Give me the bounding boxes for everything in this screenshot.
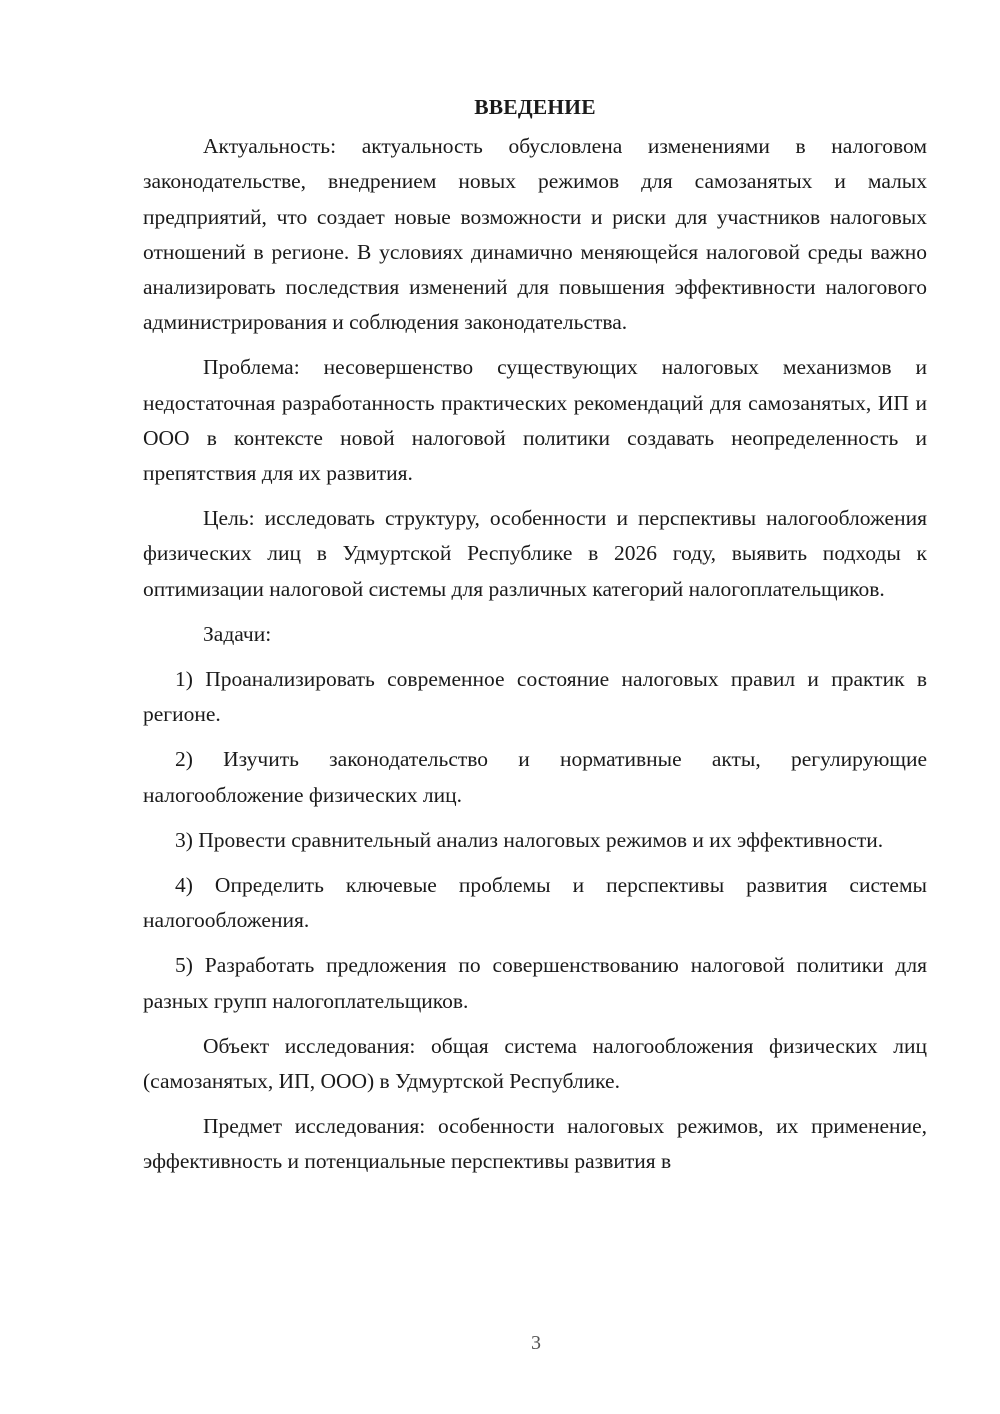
goal-paragraph: Цель: исследовать структуру, особенности и перспективы налогообложения физических лиц в Удмуртской Республике в 2026 году, выявить подходы к оптимизации налоговой системы для различных категорий налогоплательщиков. <box>143 506 927 601</box>
tasks-heading: Задачи: <box>203 621 272 646</box>
object-paragraph: Объект исследования: общая система налогообложения физических лиц (самозанятых, ИП, ООО) в Удмуртской Республике. <box>143 1033 927 1094</box>
task-item: 1) Проанализировать современное состояние налоговых правил и практик в регионе. <box>143 667 927 727</box>
task-item: 4) Определить ключевые проблемы и перспективы развития системы налогообложения. <box>143 873 927 933</box>
problem-paragraph: Проблема: несовершенство существующих налоговых механизмов и недостаточная разработанность практических рекомендаций для самозанятых, ИП и ООО в контексте новой налоговой политики создавать неопределенность и препятствия для их развития. <box>143 355 927 486</box>
page-number: 3 <box>531 1332 541 1354</box>
task-item: 5) Разработать предложения по совершенствованию налоговой политики для разных групп налогоплательщиков. <box>143 953 927 1013</box>
document-page <box>143 90 927 1190</box>
relevance-paragraph: Актуальность: актуальность обусловлена изменениями в налоговом законодательстве, внедрением новых режимов для самозанятых и малых предприятий, что создает новые возможности и риски для участников налоговых отношений в регионе. В условиях динамично меняющейся налоговой среды важно анализировать последствия изменений для повышения эффективности налогового администрирования и соблюдения законодательства. <box>143 134 927 335</box>
task-item: 3) Провести сравнительный анализ налоговых режимов и их эффективности. <box>175 827 884 852</box>
task-item: 2) Изучить законодательство и нормативные акты, регулирующие налогообложение физических лиц. <box>143 747 927 807</box>
section-title: ВВЕДЕНИЕ <box>474 95 596 119</box>
subject-paragraph: Предмет исследования: особенности налоговых режимов, их применение, эффективность и потенциальные перспективы развития в <box>143 1114 927 1174</box>
